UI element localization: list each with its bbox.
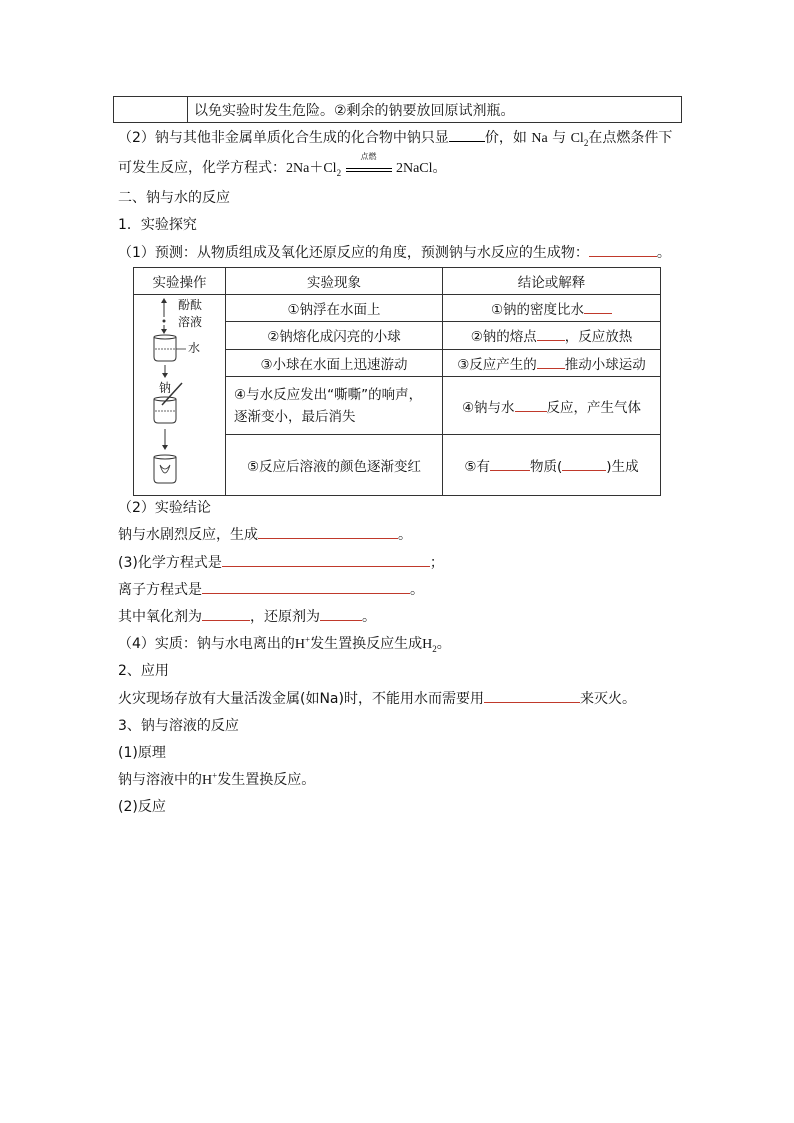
para2-yu: 与: [552, 130, 567, 146]
top-row-divider: [187, 97, 188, 122]
phenomenon-1: ①钠浮在水面上: [226, 295, 443, 322]
para2-line2: [118, 152, 447, 178]
equation-left: $2Na+Cl_2$: [286, 161, 342, 178]
cl2-symbol: $Cl_2$: [570, 131, 589, 148]
sub1-title: 1．实验探究: [118, 217, 197, 233]
para2-line1-end: 在点燃条件下: [588, 130, 673, 146]
equation-condition: 点燃: [360, 152, 377, 161]
application-line: 火灾现场存放有大量活泼金属(如Na)时，不能用水而需要用 来灭火。: [118, 688, 636, 708]
conclusion-3: ③反应产生的 推动小球运动: [443, 349, 661, 376]
principle-line: 钠与溶液中的H+发生置换反应。: [118, 770, 316, 788]
conclusion-1: ①钠的密度比水: [443, 295, 661, 322]
oxidant-blank[interactable]: [202, 606, 250, 621]
agents-line: 其中氧化剂为 ，还原剂为 。: [118, 606, 376, 626]
ionic-equation-line: 离子方程式是 。: [118, 579, 424, 599]
equation-right: 2NaCl: [395, 161, 433, 176]
reaction-title: (2)反应: [118, 799, 166, 815]
experiment-table: [133, 267, 661, 496]
na-symbol: Na: [531, 131, 548, 146]
equation-end: 。: [432, 160, 447, 176]
header-operation: 实验操作: [134, 268, 226, 295]
label-water: 水: [188, 341, 201, 355]
predict-text: （1）预测：从物质组成及氧化还原反应的角度，预测钠与水反应的生成物：: [118, 245, 589, 261]
predict-blank[interactable]: [589, 242, 657, 257]
h2-molecule: $H_2$: [422, 637, 437, 654]
substance-type-blank[interactable]: [490, 456, 530, 471]
conclusion-title: （2）实验结论: [118, 500, 211, 516]
product-blank[interactable]: [258, 524, 398, 539]
phenomenon-3: ③小球在水面上迅速游动: [226, 349, 443, 376]
substance-formula-blank[interactable]: [562, 456, 606, 471]
reaction-type-blank[interactable]: [515, 397, 547, 412]
phenomenon-4: ④与水反应发出“嘶嘶”的响声， 逐渐变小，最后消失: [226, 376, 443, 435]
conclusion-4: ④钠与水 反应，产生气体: [443, 376, 661, 435]
extinguisher-blank[interactable]: [484, 688, 580, 703]
header-conclusion: 结论或解释: [443, 268, 661, 295]
chem-equation-line: (3)化学方程式是 ；: [118, 552, 444, 572]
valence-blank[interactable]: [449, 127, 485, 142]
phenomenon-2: ②钠熔化成闪亮的小球: [226, 322, 443, 349]
label-phenol-1: 酚酞: [178, 298, 203, 312]
para2-line1-prefix: （2）钠与其他非金属单质化合生成的化合物中钠只显: [118, 130, 449, 146]
conclusion-2: ②钠的熔点 ，反应放热: [443, 322, 661, 349]
h-ion: H+: [294, 634, 311, 652]
predict-end: 。: [656, 245, 671, 261]
conclusion-line: 钠与水剧烈反应，生成 。: [118, 524, 412, 544]
principle-title: (1)原理: [118, 745, 166, 761]
para2-line2-prefix: 可发生反应，化学方程式：: [118, 160, 286, 176]
ionic-equation-blank[interactable]: [202, 579, 410, 594]
melting-point-blank[interactable]: [537, 326, 565, 341]
solution-title: 3、钠与溶液的反应: [118, 718, 239, 734]
top-row-text: 以免实验时发生危险。②剩余的钠要放回原试剂瓶。: [194, 103, 515, 119]
top-table-row: [113, 96, 682, 123]
gas-blank[interactable]: [537, 354, 565, 369]
reductant-blank[interactable]: [320, 606, 362, 621]
density-blank[interactable]: [584, 299, 612, 314]
chem-equation-blank[interactable]: [222, 552, 430, 567]
para2-line1-suffix: 价，如: [484, 130, 527, 146]
application-title: 2、应用: [118, 663, 169, 679]
label-phenol-2: 溶液: [178, 315, 203, 329]
phenomenon-5: ⑤反应后溶液的颜色逐渐变红: [226, 435, 443, 496]
label-sodium: 钠: [159, 381, 172, 395]
h-ion-2: H+: [202, 770, 218, 788]
predict-line: [118, 242, 671, 262]
equation-arrow: [346, 152, 392, 172]
essence-line: （4）实质：钠与水电离出的H+发生置换反应生成$H_2$。: [118, 634, 451, 654]
conclusion-5: ⑤有 物质( )生成: [443, 435, 661, 496]
header-phenomenon: 实验现象: [226, 268, 443, 295]
section2-title: 二、钠与水的反应: [118, 190, 230, 206]
para2-line1: [118, 127, 672, 148]
operation-illustration-cell: [134, 295, 226, 496]
